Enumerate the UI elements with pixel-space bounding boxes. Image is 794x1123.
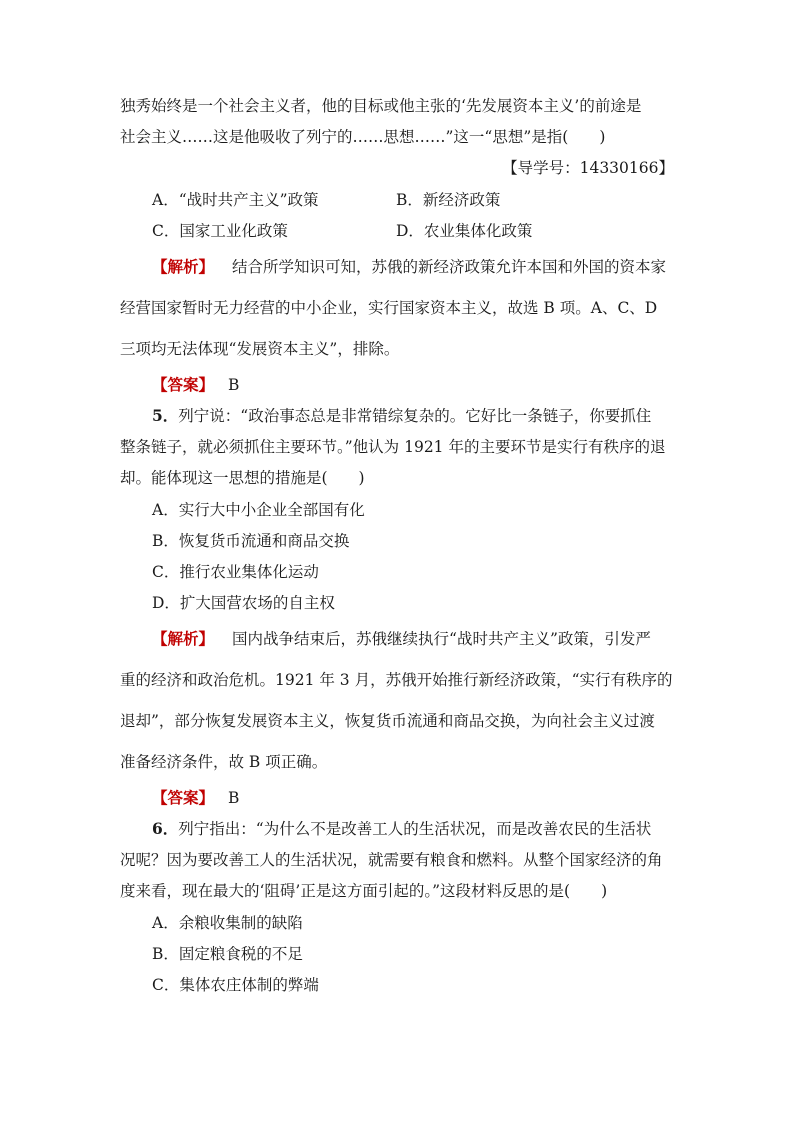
- q4-analysis-text-1: 结合所学知识可知，苏俄的新经济政策允许本国和外国的资本家: [232, 258, 667, 276]
- q5-option-d: D．扩大国营农场的自主权: [152, 594, 335, 612]
- q5-analysis-line-2: 重的经济和政治危机。1921 年 3 月，苏俄开始推行新经济政策，“实行有秩序的: [120, 671, 673, 689]
- analysis-tag: 【解析】: [152, 629, 215, 648]
- q5-option-b: B．恢复货币流通和商品交换: [152, 532, 350, 550]
- q5-answer: B: [228, 789, 240, 807]
- q5-option-a: A．实行大中小企业全部国有化: [152, 501, 365, 519]
- q4-option-d: D．农业集体化政策: [396, 222, 533, 240]
- q5-number: 5．: [152, 406, 179, 425]
- answer-tag: 【答案】: [152, 788, 215, 807]
- q4-answer-line: [152, 375, 239, 395]
- q5-stem-text-1: 列宁说：“政治事态总是非常错综复杂的。它好比一条链子，你要抓住: [178, 407, 652, 425]
- q6-stem-line-1: [152, 819, 651, 839]
- q6-option-c: C．集体农庄体制的弊端: [152, 976, 319, 994]
- q6-stem-text-1: 列宁指出：“为什么不是改善工人的生活状况，而是改善农民的生活状: [178, 820, 652, 838]
- q5-option-c: C．推行农业集体化运动: [152, 563, 319, 581]
- q4-option-a: A．“战时共产主义”政策: [152, 191, 319, 209]
- q5-stem-line-3: 却。能体现这一思想的措施是( ): [120, 469, 365, 487]
- q4-option-c: C．国家工业化政策: [152, 222, 288, 240]
- analysis-tag: 【解析】: [152, 257, 215, 276]
- q4-answer: B: [228, 376, 240, 394]
- q6-stem-line-2: 况呢？因为要改善工人的生活状况，就需要有粮食和燃料。从整个国家经济的角: [120, 851, 663, 869]
- q4-analysis-line-3: 三项均无法体现“发展资本主义”，排除。: [120, 340, 400, 358]
- q4-analysis-line-1: [152, 257, 666, 277]
- q5-analysis-text-1: 国内战争结束后，苏俄继续执行“战时共产主义”政策，引发严: [232, 630, 651, 648]
- q5-analysis-line-1: [152, 629, 651, 649]
- q6-option-b: B．固定粮食税的不足: [152, 945, 303, 963]
- q4-stem-line-1: 独秀始终是一个社会主义者，他的目标或他主张的‘先发展资本主义’的前途是: [120, 97, 642, 115]
- q6-stem-line-3: 度来看，现在最大的‘阻碍’正是这方面引起的。”这段材料反思的是( ): [120, 882, 608, 900]
- q5-stem-line-1: [152, 406, 651, 426]
- q5-answer-line: [152, 788, 239, 808]
- q6-number: 6．: [152, 819, 179, 838]
- q5-stem-line-2: 整条链子，就必须抓住主要环节。”他认为 1921 年的主要环节是实行有秩序的退: [120, 438, 666, 456]
- q4-option-b: B．新经济政策: [396, 191, 501, 209]
- q4-analysis-line-2: 经营国家暂时无力经营的中小企业，实行国家资本主义，故选 B 项。A、C、D: [120, 299, 658, 317]
- answer-tag: 【答案】: [152, 375, 215, 394]
- q6-option-a: A．余粮收集制的缺陷: [152, 914, 303, 932]
- q5-analysis-line-3: 退却”，部分恢复发展资本主义，恢复货币流通和商品交换，为向社会主义过渡: [120, 712, 655, 730]
- guide-number: 【导学号：14330166】: [502, 159, 674, 177]
- q5-analysis-line-4: 准备经济条件，故 B 项正确。: [120, 753, 328, 771]
- q4-stem-line-2: 社会主义……这是他吸收了列宁的……思想……”这一“思想”是指( ): [120, 128, 606, 146]
